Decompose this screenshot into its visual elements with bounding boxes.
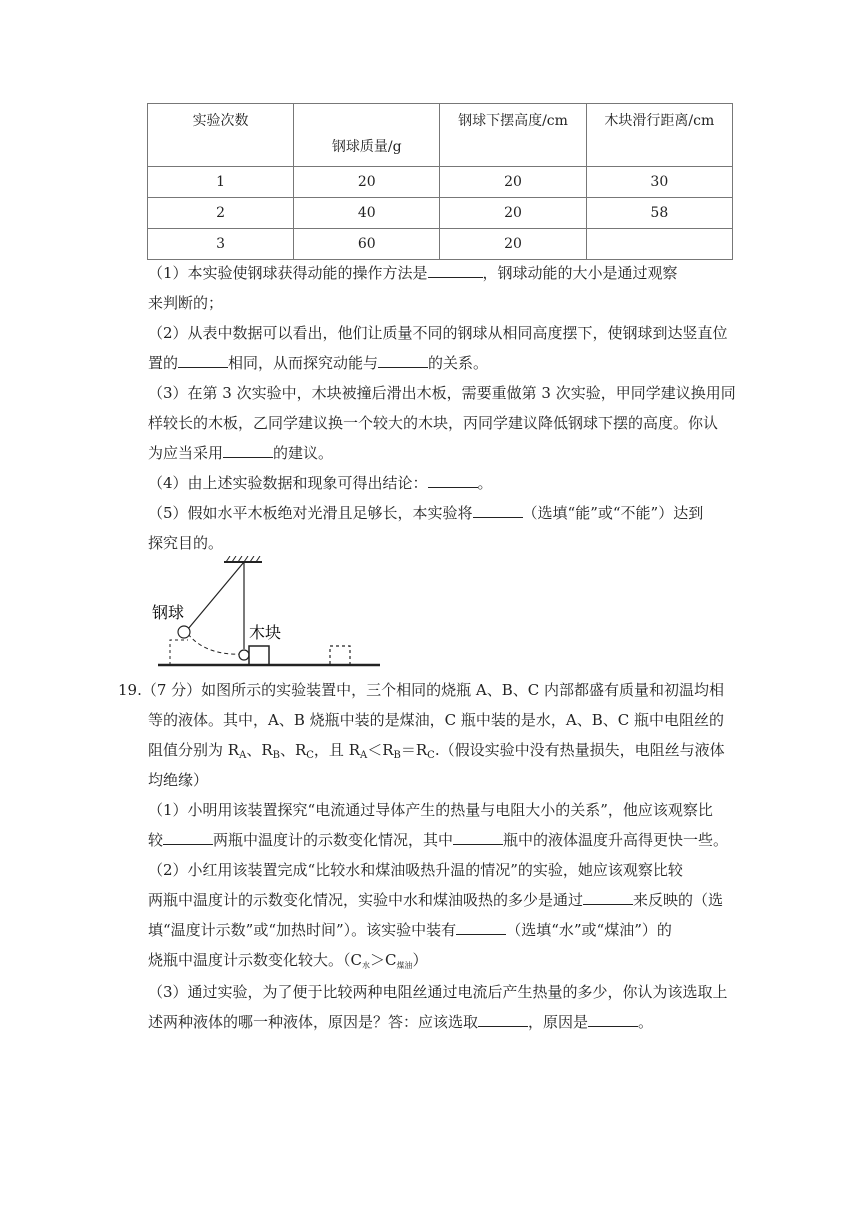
q18-part5-line1: （5）假如水平木板绝对光滑且足够长，本实验将 （选填“能”或“不能”）达到 xyxy=(148,504,704,522)
q19-part2-line1: （2）小红用该装置完成“比较水和煤油吸热升温的情况”的实验，她应该观察比较 xyxy=(148,861,683,879)
answer-blank[interactable] xyxy=(178,353,228,368)
wood-block xyxy=(249,646,269,665)
cell: 3 xyxy=(148,229,294,260)
answer-blank[interactable] xyxy=(453,830,503,845)
header-trial: 实验次数 xyxy=(148,104,294,167)
cell: 20 xyxy=(440,229,586,260)
ball-label: 钢球 xyxy=(152,603,185,622)
table-row xyxy=(148,167,733,198)
table-header-row xyxy=(148,104,733,167)
answer-blank[interactable] xyxy=(478,1012,528,1027)
table-row xyxy=(148,198,733,229)
cell: 20 xyxy=(440,198,586,229)
q18-part3-line2: 样较长的木板，乙同学建议换一个较大的木块，丙同学建议降低钢球下摆的高度。你认 xyxy=(148,414,719,432)
table-row xyxy=(148,229,733,260)
cell: 30 xyxy=(586,167,732,198)
q19-stem-line3: 阻值分别为 $R_A$、$R_B$、$R_C$，且 $R_A<R_B=R_C$.（假设实验中没有热量损失，电阻丝与液体 xyxy=(148,741,725,761)
answer-blank[interactable] xyxy=(223,443,273,458)
q19-part3-line2: 述两种液体的哪一种液体，原因是？答：应该选取 ，原因是 。 xyxy=(148,1013,654,1031)
cell xyxy=(586,229,732,260)
q19-part1-line1: （1）小明用该装置探究“电流通过导体产生的热量与电阻大小的关系”，他应该观察比 xyxy=(148,801,713,819)
header-mass: 钢球质量/g xyxy=(294,104,440,167)
data-table xyxy=(147,103,733,260)
block-label: 木块 xyxy=(249,623,282,642)
answer-blank[interactable] xyxy=(428,473,478,488)
header-distance: 木块滑行距离/cm xyxy=(586,104,732,167)
q19-part2-line4: 烧瓶中温度计示数变化较大。$(C_水>C_{煤油})$ xyxy=(148,951,428,970)
q18-part4: （4）由上述实验数据和现象可得出结论： 。 xyxy=(148,474,493,492)
answer-blank[interactable] xyxy=(456,920,506,935)
q18-part1-line1: （1）本实验使钢球获得动能的操作方法是 ，钢球动能的大小是通过观察 xyxy=(148,264,678,282)
cell: 2 xyxy=(148,198,294,229)
q18-part3-line1: （3）在第 3 次实验中，木块被撞后滑出木板，需要重做第 3 次实验，甲同学建议换用同 xyxy=(148,384,736,402)
header-height: 钢球下摆高度/cm xyxy=(440,104,586,167)
q19-part3-line1: （3）通过实验，为了便于比较两种电阻丝通过电流后产生热量的多少，你认为该选取上 xyxy=(148,983,728,1001)
string-raised xyxy=(188,562,244,629)
q18-part3-line3: 为应当采用 的建议。 xyxy=(148,444,334,462)
pendulum-experiment-figure xyxy=(148,556,388,671)
q19-part2-line3: 填“温度计示数”或“加热时间”）。该实验中装有 （选填“水”或“煤油”）的 xyxy=(148,921,672,939)
q19-part1-line2: 较 两瓶中温度计的示数变化情况，其中 瓶中的液体温度升高得更快一些。 xyxy=(148,831,729,849)
cell: 20 xyxy=(440,167,586,198)
answer-blank[interactable] xyxy=(473,503,523,518)
cell: 60 xyxy=(294,229,440,260)
q19-stem-line1: 19.（7 分）如图所示的实验装置中，三个相同的烧瓶 A、B、C 内部都盛有质量和初温均相 xyxy=(118,681,725,699)
answer-blank[interactable] xyxy=(428,263,483,278)
height-marker xyxy=(170,640,188,665)
q19-stem-line2: 等的液体。其中，A、B 烧瓶中装的是煤油，C 瓶中装的是水，A、B、C 瓶中电阻丝的 xyxy=(148,711,724,729)
steel-ball-start xyxy=(178,626,190,638)
cell: 58 xyxy=(586,198,732,229)
cell: 20 xyxy=(294,167,440,198)
q18-part1-line2: 来判断的； xyxy=(148,294,224,312)
wood-block-final xyxy=(330,646,350,665)
q19-stem-line4: 均绝缘） xyxy=(148,771,209,789)
answer-blank[interactable] xyxy=(588,1012,638,1027)
cell: 1 xyxy=(148,167,294,198)
q18-part5-line2: 探究目的。 xyxy=(148,534,224,552)
q19-part2-line2: 两瓶中温度计的示数变化情况，实验中水和煤油吸热的多少是通过 来反映的（选 xyxy=(148,891,724,909)
q18-part2-line2: 置的 相同，从而探究动能与 的关系。 xyxy=(148,354,489,372)
q18-part2-line1: （2）从表中数据可以看出，他们让质量不同的钢球从相同高度摆下，使钢球到达竖直位 xyxy=(148,324,728,342)
answer-blank[interactable] xyxy=(378,353,428,368)
steel-ball-bottom xyxy=(239,650,249,660)
cell: 40 xyxy=(294,198,440,229)
answer-blank[interactable] xyxy=(583,890,633,905)
answer-blank[interactable] xyxy=(163,830,213,845)
swing-path xyxy=(188,634,244,654)
